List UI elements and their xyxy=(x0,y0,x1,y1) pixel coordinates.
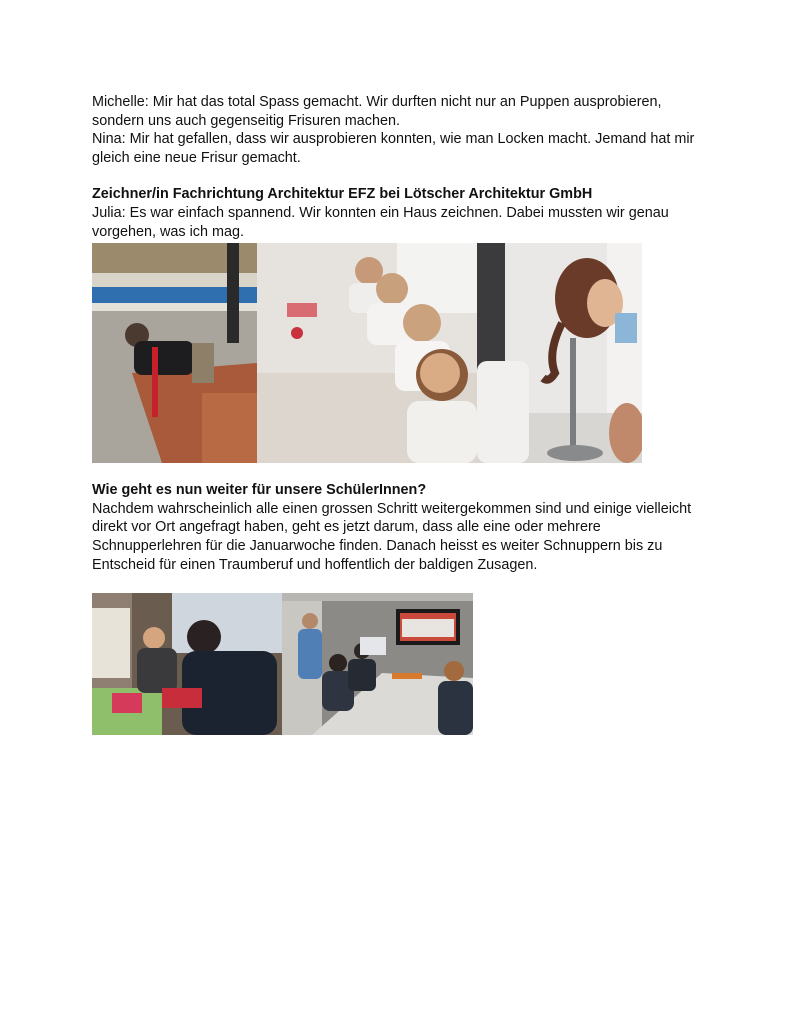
photo-girls-selfie xyxy=(257,243,477,463)
photo-row-1 xyxy=(92,243,712,463)
michelle-quote: Michelle: Mir hat das total Spass gemacht. Wir durften nicht nur an Puppen ausprobieren, sondern uns auch gegenseitig Frisuren machen. xyxy=(92,94,662,129)
photo-row-2 xyxy=(92,593,712,735)
photo-shop-counter xyxy=(92,593,282,735)
architecture-heading: Zeichner/in Fachrichtung Architektur EFZ bei Lötscher Architektur GmbH xyxy=(92,186,593,203)
next-steps-paragraph: Nachdem wahrscheinlich alle einen grossen Schritt weitergekommen sind und einige vielleicht direkt vor Ort angefragt haben, geht es jetzt darum, dass alle eine oder mehrere Schnupperlehren für die Januarwoche finden. Danach heisst es weiter Schnuppern bis zu Entscheid für einen Traumberuf und hoffentlich der baldigen Zusagen. xyxy=(92,500,692,573)
document-page xyxy=(92,93,712,735)
photo-bricklaying xyxy=(92,243,257,463)
julia-quote: Julia: Es war einfach spannend. Wir konnten ein Haus zeichnen. Dabei mussten wir genau vorgehen, was ich mag. xyxy=(92,204,669,240)
next-steps-heading: Wie geht es nun weiter für unsere SchülerInnen? xyxy=(92,482,427,499)
photo-meeting-room xyxy=(282,593,473,735)
nina-quote: Nina: Mir hat gefallen, dass wir ausprobieren konnten, wie man Locken macht. Jemand hat mir gleich eine neue Frisur gemacht. xyxy=(92,131,695,166)
photo-hairstyling-doll xyxy=(477,243,642,463)
